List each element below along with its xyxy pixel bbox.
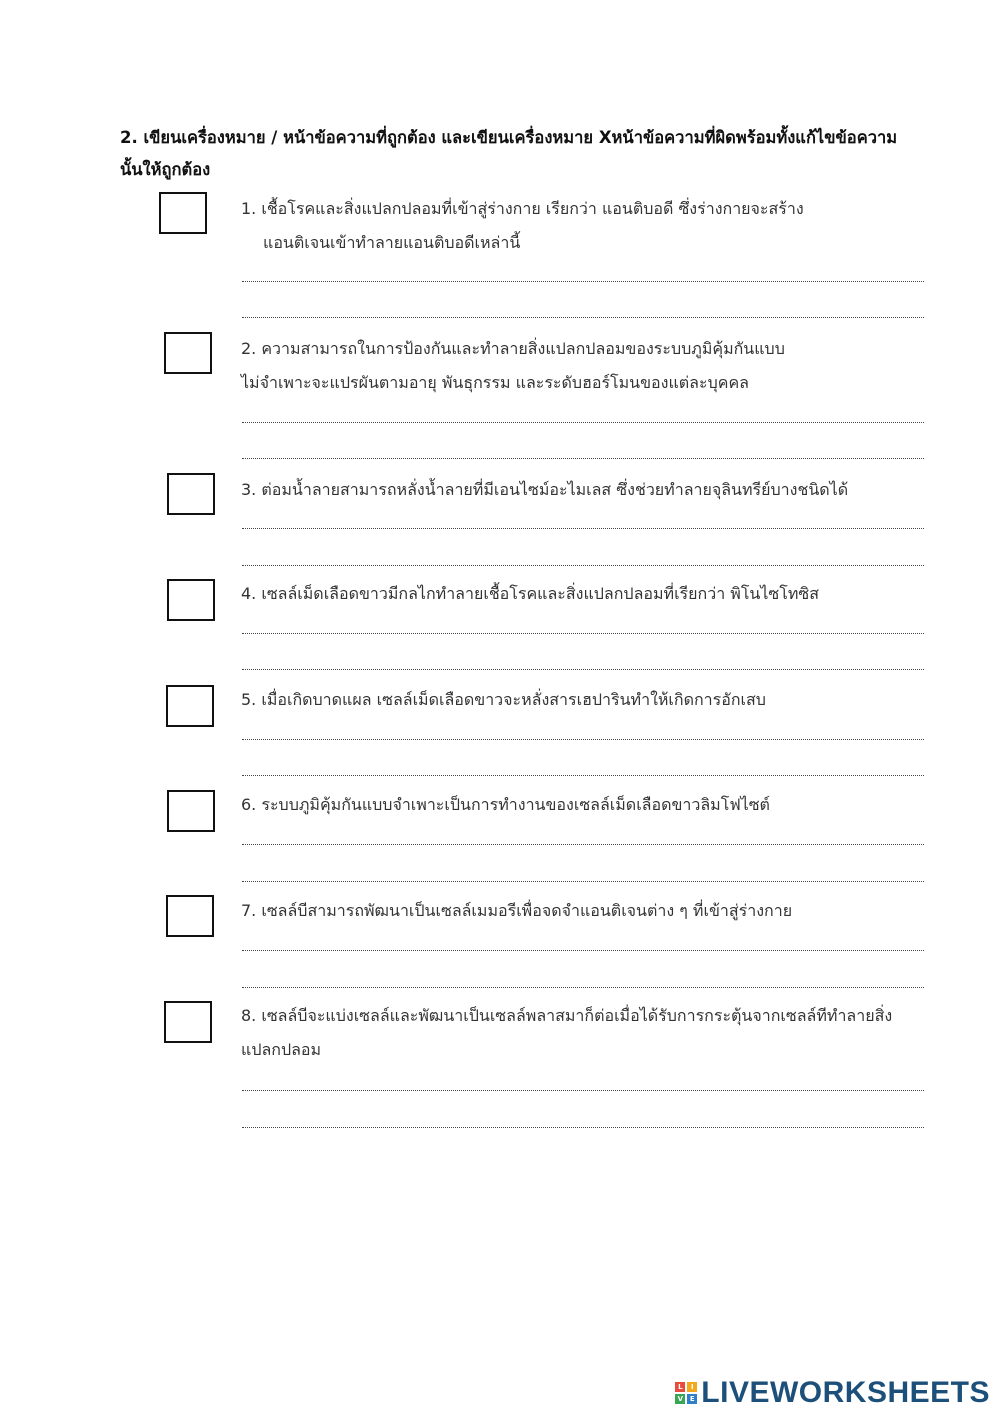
- answer-box-7[interactable]: [166, 895, 214, 937]
- answer-line-7b[interactable]: [242, 987, 924, 988]
- question-8: [241, 999, 931, 1067]
- answer-box-5[interactable]: [166, 685, 214, 727]
- question-5-line-1: 5. เมื่อเกิดบาดแผล เซลล์เม็ดเลือดขาวจะหลั่งสารเฮปารินทำให้เกิดการอักเสบ: [241, 690, 766, 709]
- logo-letter-v: V: [675, 1394, 685, 1404]
- question-2-line-2: ไม่จำเพาะจะแปรผันตามอายุ พันธุกรรม และระดับฮอร์โมนของแต่ละบุคคล: [241, 373, 749, 392]
- answer-line-5a[interactable]: [242, 739, 924, 740]
- question-7-line-1: 7. เซลล์บีสามารถพัฒนาเป็นเซลล์เมมอรีเพื่อจดจำแอนติเจนต่าง ๆ ที่เข้าสู่ร่างกาย: [241, 901, 793, 920]
- logo-letter-i: I: [687, 1382, 697, 1392]
- answer-line-7a[interactable]: [242, 950, 924, 951]
- answer-line-4a[interactable]: [242, 633, 924, 634]
- answer-line-8a[interactable]: [242, 1090, 924, 1091]
- answer-line-8b[interactable]: [242, 1127, 924, 1128]
- question-1: [241, 192, 931, 260]
- question-5: [241, 683, 931, 717]
- question-2-line-1: 2. ความสามารถในการป้องกันและทำลายสิ่งแปลกปลอมของระบบภูมิคุ้มกันแบบ: [241, 339, 785, 358]
- question-8-line-2: แปลกปลอม: [241, 1040, 322, 1059]
- instructions-line-1: 2. เขียนเครื่องหมาย / หน้าข้อความที่ถูกต้อง และเขียนเครื่องหมาย Xหน้าข้อความที่ผิดพร้อมทั้งแก้ไขข้อความ: [120, 128, 898, 147]
- answer-box-3[interactable]: [167, 473, 215, 515]
- instructions-line-2: นั้นให้ถูกต้อง: [120, 160, 211, 179]
- answer-line-1b[interactable]: [242, 317, 924, 318]
- logo-icon: [675, 1382, 697, 1404]
- answer-line-5b[interactable]: [242, 775, 924, 776]
- question-7: [241, 894, 931, 928]
- logo-letter-l: L: [675, 1382, 685, 1392]
- question-4-line-1: 4. เซลล์เม็ดเลือดขาวมีกลไกทำลายเชื้อโรคและสิ่งแปลกปลอมที่เรียกว่า พิโนไซโทซิส: [241, 584, 820, 603]
- question-3: [241, 473, 931, 507]
- question-3-line-1: 3. ต่อมน้ำลายสามารถหลั่งน้ำลายที่มีเอนไซม์อะไมเลส ซึ่งช่วยทำลายจุลินทรีย์บางชนิดได้: [241, 480, 849, 499]
- answer-line-3b[interactable]: [242, 565, 924, 566]
- instructions: [120, 122, 930, 186]
- question-8-line-1: 8. เซลล์บีจะแบ่งเซลล์และพัฒนาเป็นเซลล์พลาสมาก็ต่อเมื่อได้รับการกระตุ้นจากเซลล์ทีทำลายสิ่ง: [241, 1006, 893, 1025]
- question-4: [241, 577, 931, 611]
- question-2: [241, 332, 931, 400]
- answer-box-1[interactable]: [159, 192, 207, 234]
- answer-box-6[interactable]: [167, 790, 215, 832]
- brand-logo: [675, 1376, 990, 1410]
- brand-name: LIVEWORKSHEETS: [701, 1376, 990, 1409]
- question-1-line-2: แอนติเจนเข้าทำลายแอนติบอดีเหล่านี้: [263, 233, 521, 252]
- answer-line-3a[interactable]: [242, 528, 924, 529]
- answer-line-6b[interactable]: [242, 881, 924, 882]
- question-6-line-1: 6. ระบบภูมิคุ้มกันแบบจำเพาะเป็นการทำงานของเซลล์เม็ดเลือดขาวลิมโฟไซต์: [241, 795, 770, 814]
- answer-line-2b[interactable]: [242, 458, 924, 459]
- answer-line-4b[interactable]: [242, 669, 924, 670]
- answer-line-6a[interactable]: [242, 844, 924, 845]
- logo-letter-e: E: [687, 1394, 697, 1404]
- answer-box-4[interactable]: [167, 579, 215, 621]
- question-6: [241, 788, 931, 822]
- answer-line-2a[interactable]: [242, 422, 924, 423]
- answer-line-1a[interactable]: [242, 281, 924, 282]
- answer-box-8[interactable]: [164, 1001, 212, 1043]
- question-1-line-1: 1. เชื้อโรคและสิ่งแปลกปลอมที่เข้าสู่ร่างกาย เรียกว่า แอนติบอดี ซึ่งร่างกายจะสร้าง: [241, 199, 804, 218]
- answer-box-2[interactable]: [164, 332, 212, 374]
